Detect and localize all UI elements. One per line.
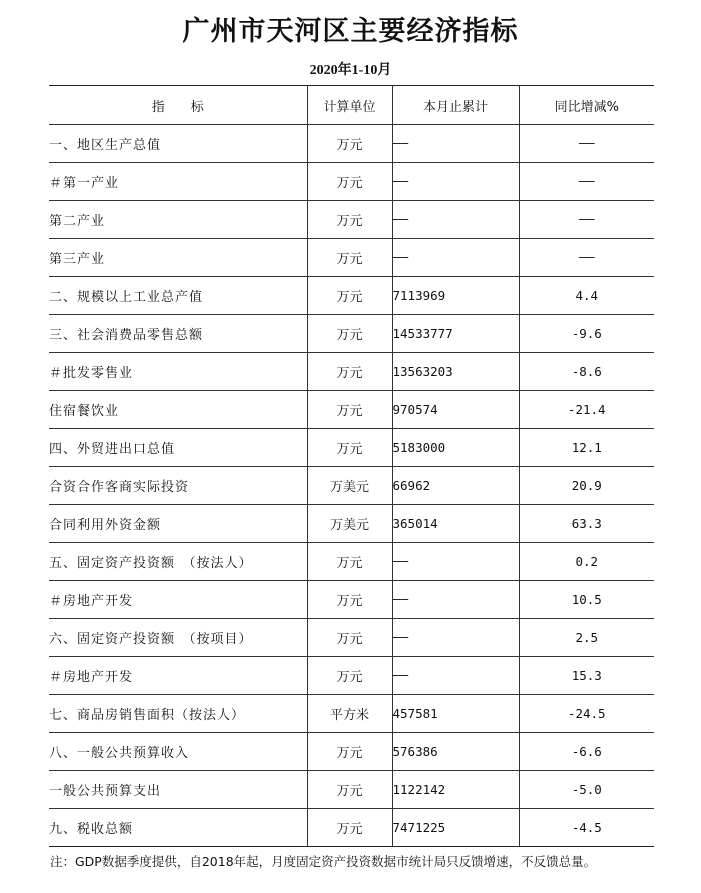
yoy-change: —— <box>519 125 654 163</box>
indicator-name: ＃第一产业 <box>49 163 307 201</box>
table-row <box>49 201 654 239</box>
unit-cell: 万元 <box>307 201 392 239</box>
cumulative-value: 13563203 <box>392 353 519 391</box>
indicator-name: 二、规模以上工业总产值 <box>49 277 307 315</box>
unit-cell: 万美元 <box>307 467 392 505</box>
footnote: 注：GDP数据季度提供，自2018年起，月度固定资产投资数据市统计局只反馈增速，不反馈总量。 <box>50 854 597 869</box>
unit-cell: 万元 <box>307 429 392 467</box>
yoy-change: -9.6 <box>519 315 654 353</box>
indicator-name: ＃房地产开发 <box>49 581 307 619</box>
unit-cell: 万元 <box>307 125 392 163</box>
indicator-name: 三、社会消费品零售总额 <box>49 315 307 353</box>
yoy-change: -5.0 <box>519 771 654 809</box>
yoy-change: 0.2 <box>519 543 654 581</box>
table-row <box>49 429 654 467</box>
indicator-name: 合资合作客商实际投资 <box>49 467 307 505</box>
unit-cell: 万元 <box>307 353 392 391</box>
yoy-change: -6.6 <box>519 733 654 771</box>
cumulative-value: 7113969 <box>392 277 519 315</box>
table-row <box>49 239 654 277</box>
yoy-change: 10.5 <box>519 581 654 619</box>
cumulative-value: —— <box>392 581 519 619</box>
indicators-table <box>49 85 654 847</box>
yoy-change: 20.9 <box>519 467 654 505</box>
table-row <box>49 391 654 429</box>
yoy-change: 4.4 <box>519 277 654 315</box>
unit-cell: 万元 <box>307 315 392 353</box>
yoy-change: -21.4 <box>519 391 654 429</box>
cumulative-value: —— <box>392 543 519 581</box>
cumulative-value: 576386 <box>392 733 519 771</box>
cumulative-value: 1122142 <box>392 771 519 809</box>
cumulative-value: 5183000 <box>392 429 519 467</box>
unit-cell: 万元 <box>307 391 392 429</box>
page-title: 广州市天河区主要经济指标 <box>182 16 519 47</box>
header-cumulative: 本月止累计 <box>392 86 519 125</box>
unit-cell: 万元 <box>307 581 392 619</box>
table-row <box>49 619 654 657</box>
indicator-name: 七、商品房销售面积（按法人） <box>49 695 307 733</box>
table-row <box>49 505 654 543</box>
table-row <box>49 581 654 619</box>
cumulative-value: 970574 <box>392 391 519 429</box>
cumulative-value: —— <box>392 125 519 163</box>
unit-cell: 万美元 <box>307 505 392 543</box>
yoy-change: —— <box>519 239 654 277</box>
table-row <box>49 315 654 353</box>
yoy-change: —— <box>519 201 654 239</box>
cumulative-value: 14533777 <box>392 315 519 353</box>
indicator-name: 九、税收总额 <box>49 809 307 847</box>
indicator-name: 六、固定资产投资额 （按项目） <box>49 619 307 657</box>
indicator-name: 四、外贸进出口总值 <box>49 429 307 467</box>
cumulative-value: —— <box>392 163 519 201</box>
table-row <box>49 809 654 847</box>
indicator-name: 一般公共预算支出 <box>49 771 307 809</box>
table-row <box>49 353 654 391</box>
yoy-change: 12.1 <box>519 429 654 467</box>
table-header-row <box>49 86 654 125</box>
cumulative-value: 7471225 <box>392 809 519 847</box>
cumulative-value: —— <box>392 619 519 657</box>
unit-cell: 万元 <box>307 543 392 581</box>
indicator-name: 住宿餐饮业 <box>49 391 307 429</box>
indicator-name: 第三产业 <box>49 239 307 277</box>
unit-cell: 万元 <box>307 239 392 277</box>
yoy-change: -24.5 <box>519 695 654 733</box>
unit-cell: 万元 <box>307 733 392 771</box>
yoy-change: -4.5 <box>519 809 654 847</box>
header-indicator: 指 标 <box>49 86 307 125</box>
indicator-name: 一、地区生产总值 <box>49 125 307 163</box>
indicator-name: 第二产业 <box>49 201 307 239</box>
table-row <box>49 467 654 505</box>
cumulative-value: 66962 <box>392 467 519 505</box>
yoy-change: 2.5 <box>519 619 654 657</box>
yoy-change: -8.6 <box>519 353 654 391</box>
unit-cell: 平方米 <box>307 695 392 733</box>
table-row <box>49 277 654 315</box>
unit-cell: 万元 <box>307 809 392 847</box>
cumulative-value: 365014 <box>392 505 519 543</box>
table-row <box>49 695 654 733</box>
table-row <box>49 657 654 695</box>
unit-cell: 万元 <box>307 771 392 809</box>
yoy-change: 63.3 <box>519 505 654 543</box>
indicator-name: 五、固定资产投资额 （按法人） <box>49 543 307 581</box>
table-row <box>49 733 654 771</box>
indicator-name: ＃批发零售业 <box>49 353 307 391</box>
unit-cell: 万元 <box>307 619 392 657</box>
unit-cell: 万元 <box>307 657 392 695</box>
report-period: 2020年1-10月 <box>309 63 392 78</box>
table-row <box>49 543 654 581</box>
table-row <box>49 163 654 201</box>
yoy-change: 15.3 <box>519 657 654 695</box>
yoy-change: —— <box>519 163 654 201</box>
cumulative-value: —— <box>392 657 519 695</box>
cumulative-value: 457581 <box>392 695 519 733</box>
table-body <box>49 125 654 847</box>
cumulative-value: —— <box>392 239 519 277</box>
header-yoy: 同比增减% <box>519 86 654 125</box>
indicator-name: 合同利用外资金额 <box>49 505 307 543</box>
table-row <box>49 771 654 809</box>
indicator-name: ＃房地产开发 <box>49 657 307 695</box>
indicator-name: 八、一般公共预算收入 <box>49 733 307 771</box>
table-row <box>49 125 654 163</box>
unit-cell: 万元 <box>307 277 392 315</box>
cumulative-value: —— <box>392 201 519 239</box>
header-unit: 计算单位 <box>307 86 392 125</box>
unit-cell: 万元 <box>307 163 392 201</box>
